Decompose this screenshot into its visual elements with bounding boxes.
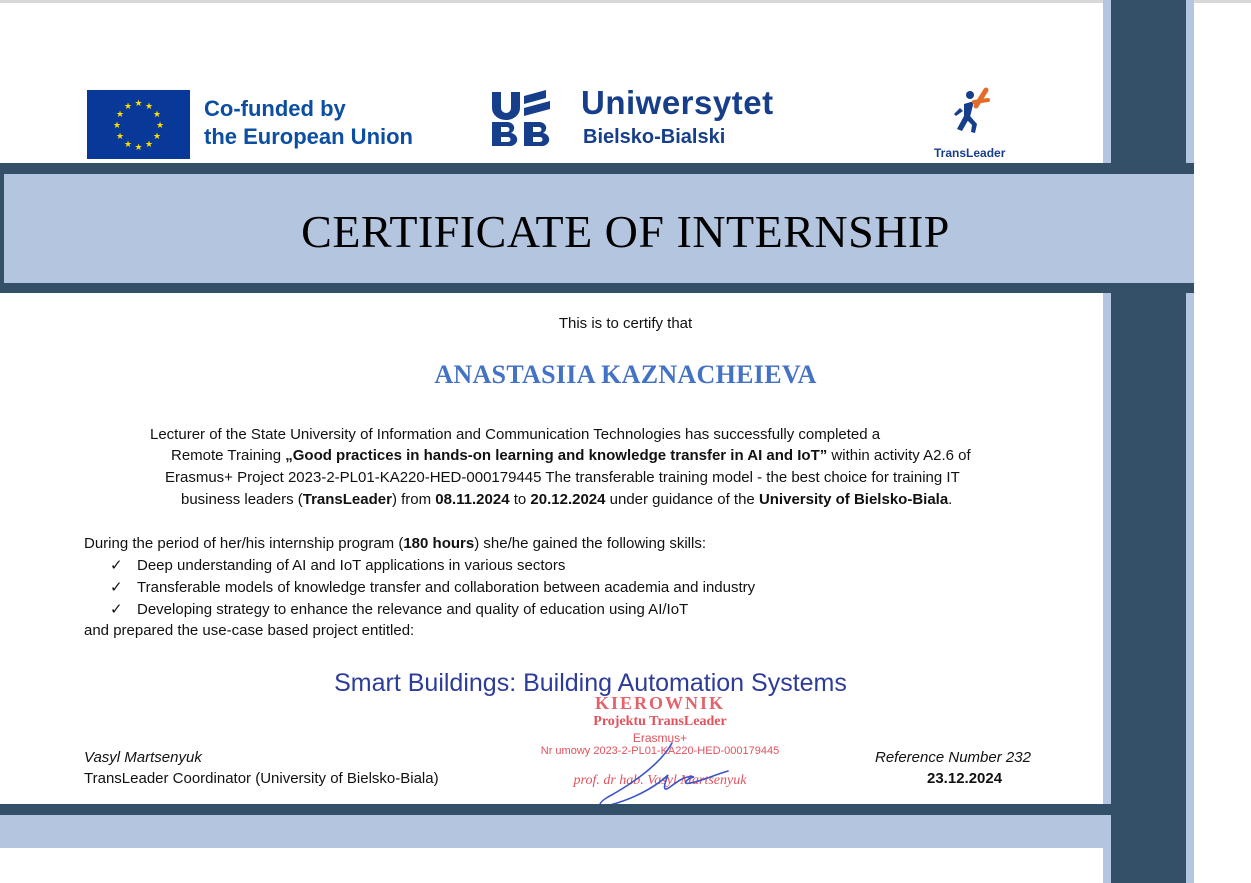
transleader-logo-text: TransLeader	[934, 146, 1006, 160]
svg-text:★: ★	[123, 140, 133, 150]
skill-item	[110, 600, 688, 618]
training-title: „Good practices in hands-on learning and knowledge transfer in AI and IoT”	[285, 447, 828, 464]
eu-cofunded-text	[204, 95, 413, 151]
recipient-name: ANASTASIIA KAZNACHEIEVA	[434, 360, 817, 389]
project-acronym: TransLeader	[302, 491, 392, 508]
end-date: 20.12.2024	[530, 491, 606, 508]
ubb-logo-icon	[492, 90, 554, 148]
svg-text:★: ★	[134, 99, 143, 109]
svg-text:★: ★	[134, 143, 143, 153]
skill-text: Developing strategy to enhance the relevance and quality of education using AI/IoT	[137, 601, 689, 618]
title-band-top-stripe	[0, 163, 1194, 174]
project-intro: and prepared the use-case based project entitled:	[84, 622, 415, 639]
stamp-line-2: Projektu TransLeader	[593, 714, 727, 729]
eu-flag-icon	[87, 90, 190, 159]
stamp-line-3: Erasmus+	[632, 731, 688, 745]
body-line-2	[171, 447, 971, 464]
skill-text: Transferable models of knowledge transfer and collaboration between academia and industry	[137, 579, 756, 596]
signatory-name: Vasyl Martsenyuk	[84, 749, 202, 766]
stamp-line-5: prof. dr hab. Vasyl Martsenyuk	[573, 773, 747, 788]
university-name: Uniwersytet	[581, 84, 774, 121]
body-line-1: Lecturer of the State University of Information and Communication Technologies has successfully completed a	[150, 426, 881, 443]
skills-intro-post: ) she/he gained the following skills:	[474, 535, 707, 552]
svg-text:★: ★	[152, 132, 162, 142]
check-icon: ✓	[110, 579, 123, 596]
body-line-4-c: ) from	[391, 491, 436, 508]
skill-item	[110, 578, 755, 596]
body-line-4-g: under guidance of the	[605, 491, 759, 508]
svg-text:★: ★	[155, 121, 165, 131]
internship-hours: 180 hours	[403, 535, 475, 552]
skill-text: Deep understanding of AI and IoT applications in various sectors	[137, 557, 566, 574]
svg-text:★: ★	[144, 140, 154, 150]
start-date: 08.11.2024	[435, 491, 510, 508]
body-line-3: Erasmus+ Project 2023-2-PL01-KA220-HED-000179445 The transferable training model - the best choice for training IT	[165, 469, 960, 486]
svg-text:★: ★	[152, 110, 162, 120]
handwritten-signature	[590, 735, 740, 810]
svg-text:★: ★	[115, 110, 125, 120]
title-band-bottom-stripe	[0, 283, 1194, 293]
project-title: Smart Buildings: Building Automation Systems	[334, 669, 847, 697]
footer-light-band	[0, 815, 1111, 848]
skills-intro-pre: During the period of her/his internship program (	[84, 535, 404, 552]
right-vertical-bar-inner	[1111, 0, 1186, 883]
guiding-university: University of Bielsko-Biala	[758, 491, 949, 508]
issue-date: 23.12.2024	[927, 770, 1003, 787]
check-icon: ✓	[110, 557, 123, 574]
skills-intro	[84, 535, 706, 552]
svg-text:★: ★	[144, 102, 154, 112]
body-line-4-a: business leaders (	[181, 491, 303, 508]
stamp-line-1: KIEROWNIK	[594, 693, 726, 713]
signatory-role: TransLeader Coordinator (University of Bielsko-Biala)	[84, 770, 439, 787]
reference-number: Reference Number 232	[875, 749, 1031, 766]
svg-text:★: ★	[123, 102, 133, 112]
footer-dark-stripe	[0, 804, 1111, 815]
eu-line1: Co-funded by	[204, 96, 346, 121]
certificate-title: CERTIFICATE OF INTERNSHIP	[301, 206, 950, 257]
svg-text:★: ★	[112, 121, 122, 131]
top-border	[0, 0, 1251, 3]
body-line-4-i: .	[948, 491, 953, 508]
body-line-2-pre: Remote Training	[171, 447, 286, 464]
skill-item	[110, 556, 565, 574]
body-line-2-post: within activity A2.6 of	[827, 447, 971, 464]
stamp-line-4: Nr umowy 2023-2-PL01-KA220-HED-000179445	[540, 745, 780, 757]
certify-intro: This is to certify that	[558, 315, 693, 332]
check-icon: ✓	[110, 601, 123, 618]
svg-text:★: ★	[115, 132, 125, 142]
transleader-runner-icon	[950, 86, 996, 144]
university-subtitle: Bielsko-Bialski	[583, 126, 726, 148]
body-line-4-e: to	[509, 491, 531, 508]
body-line-4	[181, 491, 952, 508]
eu-line2: the European Union	[204, 124, 413, 149]
